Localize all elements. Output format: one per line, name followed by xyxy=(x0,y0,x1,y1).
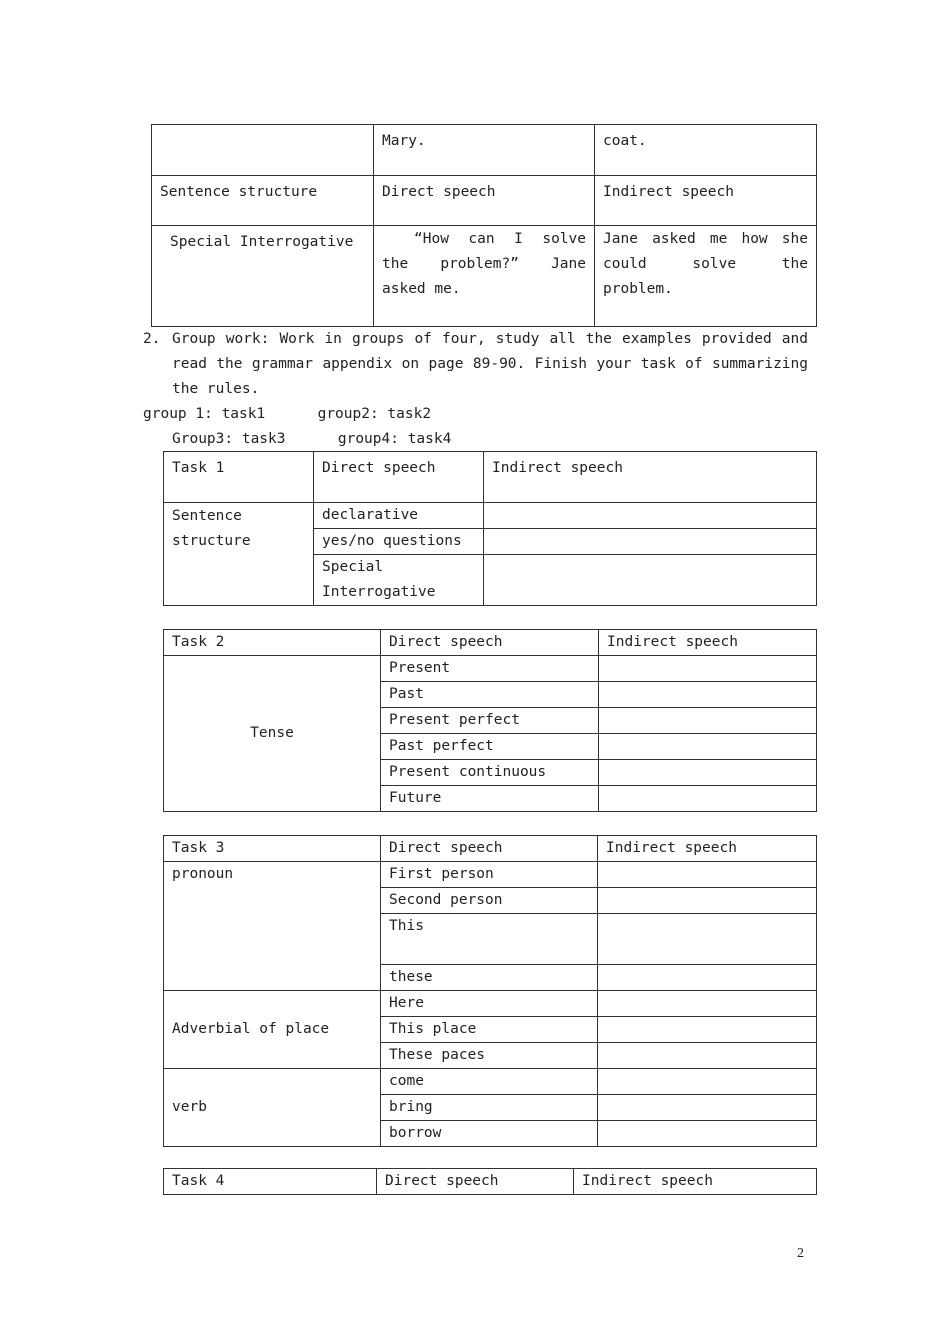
table-header-cell: Indirect speech xyxy=(599,630,817,656)
table-cell: Mary. xyxy=(374,125,595,176)
table-header-cell: Direct speech xyxy=(381,836,598,862)
table-cell: Present perfect xyxy=(381,708,599,734)
task3-table xyxy=(163,835,817,1147)
table-cell: Second person xyxy=(381,888,598,914)
answer-cell[interactable] xyxy=(484,555,817,606)
table-cell: These paces xyxy=(381,1043,598,1069)
table-cell: Jane asked me how she could solve the problem. xyxy=(595,226,817,327)
task4-table xyxy=(163,1168,817,1195)
answer-cell[interactable] xyxy=(598,1043,817,1069)
table-cell: Present xyxy=(381,656,599,682)
answer-cell[interactable] xyxy=(598,914,817,965)
answer-cell[interactable] xyxy=(598,965,817,991)
table-header-cell: Direct speech xyxy=(377,1169,574,1195)
table-cell: Present continuous xyxy=(381,760,599,786)
answer-cell[interactable] xyxy=(598,1017,817,1043)
table-header-cell: Indirect speech xyxy=(574,1169,817,1195)
table-cell: these xyxy=(381,965,598,991)
task1-table xyxy=(163,451,817,606)
category-cell: Sentence structure xyxy=(164,503,314,606)
table-header-cell: Indirect speech xyxy=(595,176,817,226)
answer-cell[interactable] xyxy=(598,1069,817,1095)
table-cell: Special Interrogative xyxy=(314,555,484,606)
table-cell: bring xyxy=(381,1095,598,1121)
table-cell: Past perfect xyxy=(381,734,599,760)
table-cell: Past xyxy=(381,682,599,708)
table-cell: “How can I solve the problem?” Jane asked me. xyxy=(374,226,595,327)
table-cell: First person xyxy=(381,862,598,888)
category-cell: pronoun xyxy=(164,862,381,991)
answer-cell[interactable] xyxy=(598,1095,817,1121)
table-cell: declarative xyxy=(314,503,484,529)
table-header-cell: Task 3 xyxy=(164,836,381,862)
table-header-cell: Task 2 xyxy=(164,630,381,656)
answer-cell[interactable] xyxy=(599,682,817,708)
groups-line-2: Group3: task3 group4: task4 xyxy=(172,431,452,447)
category-cell: verb xyxy=(164,1069,381,1147)
answer-cell[interactable] xyxy=(599,760,817,786)
category-cell: Adverbial of place xyxy=(164,991,381,1069)
category-cell: Tense xyxy=(164,656,381,812)
answer-cell[interactable] xyxy=(484,503,817,529)
instruction-text: Group work: Work in groups of four, study all the examples provided and read the grammar appendix on page 89-90. Finish your task of summarizing the rules. xyxy=(172,331,808,397)
table-cell: Special Interrogative xyxy=(152,226,374,327)
table-cell: Sentence structure xyxy=(152,176,374,226)
task2-table xyxy=(163,629,817,812)
answer-cell[interactable] xyxy=(599,708,817,734)
table-cell: Future xyxy=(381,786,599,812)
table-header-cell: Direct speech xyxy=(381,630,599,656)
table-header-cell: Indirect speech xyxy=(598,836,817,862)
page-number: 2 xyxy=(797,1246,804,1261)
answer-cell[interactable] xyxy=(599,656,817,682)
answer-cell[interactable] xyxy=(598,991,817,1017)
table-cell: borrow xyxy=(381,1121,598,1147)
answer-cell[interactable] xyxy=(598,888,817,914)
table-header-cell: Direct speech xyxy=(374,176,595,226)
table-cell: coat. xyxy=(595,125,817,176)
table-cell: come xyxy=(381,1069,598,1095)
table-cell: Here xyxy=(381,991,598,1017)
answer-cell[interactable] xyxy=(598,1121,817,1147)
table-header-cell: Task 4 xyxy=(164,1169,377,1195)
answer-cell[interactable] xyxy=(599,734,817,760)
table-header-cell: Indirect speech xyxy=(484,452,817,503)
example-table xyxy=(151,124,817,327)
table-header-cell: Task 1 xyxy=(164,452,314,503)
table-header-cell: Direct speech xyxy=(314,452,484,503)
table-cell xyxy=(152,125,374,176)
table-cell: yes/no questions xyxy=(314,529,484,555)
answer-cell[interactable] xyxy=(598,862,817,888)
groups-line-1: group 1: task1 group2: task2 xyxy=(143,406,432,422)
table-cell: This xyxy=(381,914,598,965)
item-number: 2. xyxy=(143,331,161,347)
answer-cell[interactable] xyxy=(599,786,817,812)
answer-cell[interactable] xyxy=(484,529,817,555)
table-cell: This place xyxy=(381,1017,598,1043)
